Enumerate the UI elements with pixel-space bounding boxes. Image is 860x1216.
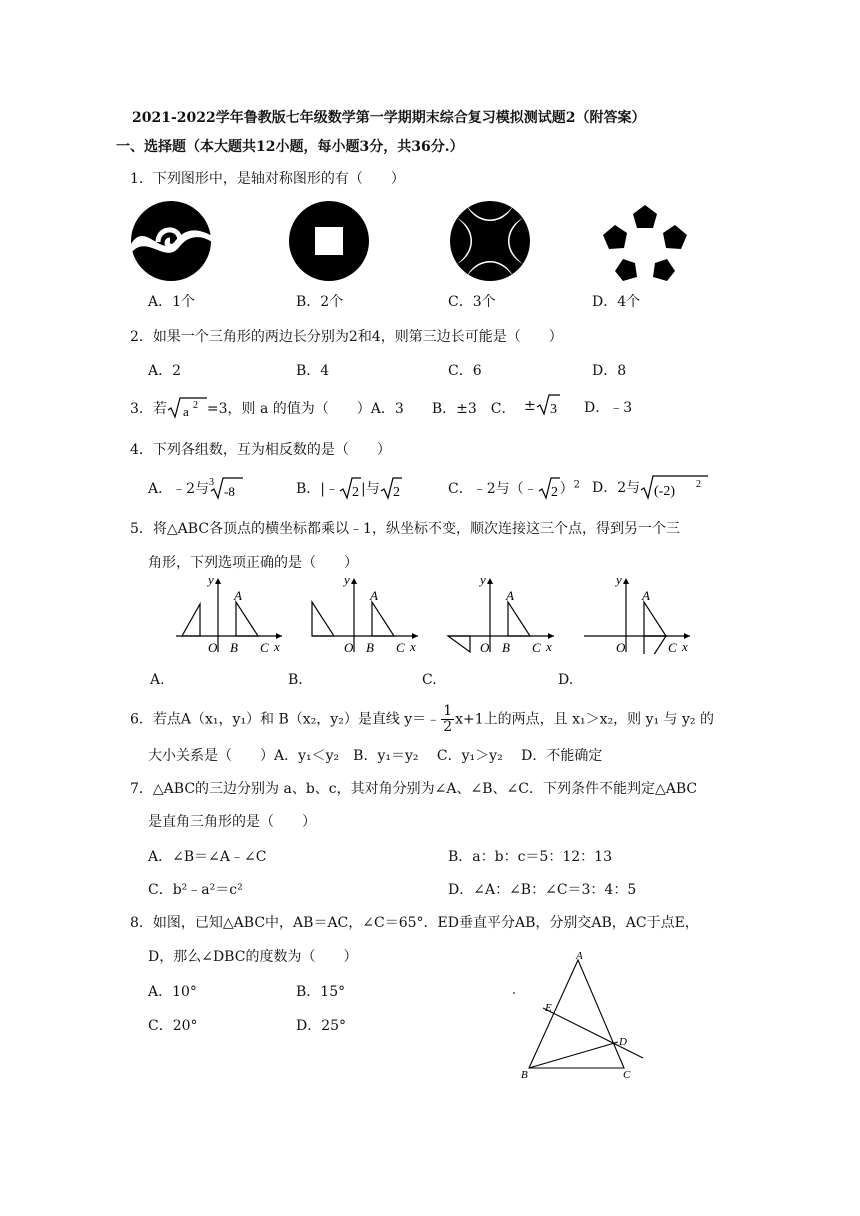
question-6-line-2: 大小关系是（ ）A．y₁＜y₂ B．y₁＝y₂ C．y₁＞y₂ D．不能确定	[148, 748, 603, 764]
axis-y-label: y	[480, 574, 486, 587]
q3-exponent: 2	[192, 400, 198, 411]
axis-y-label: y	[344, 574, 350, 587]
q2-option-c: C．6	[448, 363, 482, 379]
q7-option-d: D．∠A：∠B：∠C＝3：4：5	[448, 882, 637, 898]
question-8-line-1: 8．如图，已知△ABC中，AB＝AC，∠C＝65°．ED垂直平分AB，分别交AB，AC于点E，	[130, 915, 699, 931]
q5-graph-c	[444, 574, 562, 654]
axis-x-label: x	[546, 639, 552, 654]
q5-graph-d	[580, 574, 698, 654]
q5-option-a: A.	[150, 672, 165, 688]
q3-suffix: =3，则 a 的值为（ ）A．3 B．±3 C．	[206, 401, 516, 417]
q4-d-radicand: (-2)	[654, 484, 676, 499]
q1-option-d: D．4个	[592, 294, 641, 310]
figure-pentagons-icon	[603, 203, 687, 283]
q7-option-c: C．b²﹣a²＝c²	[148, 882, 243, 898]
sqrt-sign-icon	[167, 397, 207, 419]
figure-circle-wave-icon	[128, 200, 218, 282]
q3-radicand: a	[182, 404, 189, 419]
q5-option-b: B.	[288, 672, 303, 688]
q6-fraction	[441, 704, 454, 735]
question-5-line-2: 角形，下列选项正确的是（ ）	[148, 555, 358, 571]
q4-d-sup: 2	[696, 479, 702, 490]
point-a-label: A	[642, 588, 650, 603]
q4-a-text: A．﹣2与	[148, 481, 210, 497]
fig-label-e: E	[545, 1002, 552, 1014]
fig-label-d: D	[619, 1036, 627, 1048]
q4-a-radicand: -8	[224, 484, 235, 499]
q4-c-text: C．﹣2与（﹣	[448, 481, 538, 497]
fig-label-a: A	[576, 950, 583, 962]
q8-option-d: D．25°	[296, 1018, 347, 1034]
cube-root-icon	[209, 476, 243, 500]
q4-option-c	[448, 476, 580, 500]
q6-numerator: 1	[443, 703, 453, 719]
q3-pm: ±	[524, 398, 536, 414]
sqrt-sign-icon	[538, 476, 560, 500]
fig-label-b: B	[521, 1069, 528, 1081]
point-b-label: B	[366, 640, 374, 654]
point-c-label: C	[396, 640, 405, 654]
question-3-stem	[130, 397, 515, 419]
axis-x-label: x	[274, 639, 280, 654]
q3-option-d: D．﹣3	[584, 400, 633, 416]
q7-option-a: A．∠B＝∠A﹣∠C	[148, 849, 267, 865]
q4-d-text: D．2与	[592, 480, 641, 496]
q5-graph-b	[308, 574, 426, 654]
point-a-label: A	[506, 588, 514, 603]
question-7-line-2: 是直角三角形的是（ ）	[148, 814, 316, 830]
sqrt-sign-icon	[339, 476, 361, 500]
q5-option-d: D.	[558, 672, 574, 688]
page-title: 2021-2022学年鲁教版七年级数学第一学期期末综合复习模拟测试题2（附答案）	[132, 110, 646, 126]
q8-option-c: C．20°	[148, 1018, 198, 1034]
q6-rest: A（x₁，y₁）和 B（x₂，y₂）是直线 y＝﹣	[180, 711, 441, 728]
q4-a-index: 3	[209, 477, 215, 488]
question-5-line-1: 5．将△ABC各顶点的横坐标都乘以﹣1，纵坐标不变，顺次连接这三个点，得到另一个三	[130, 521, 680, 537]
question-7-line-1: 7．△ABC的三边分别为 a、b、c，其对角分别为∠A、∠B、∠C．下列条件不能判定△ABC	[130, 781, 698, 797]
q8-option-a: A．10°	[148, 984, 197, 1000]
q6-post: x+1上的两点，且 x₁＞x₂，则 y₁ 与 y₂ 的	[455, 711, 714, 728]
q8-option-b: B．15°	[296, 984, 346, 1000]
question-6-line-1	[130, 704, 714, 735]
origin-label: O	[616, 640, 626, 654]
point-a-label: A	[370, 588, 378, 603]
q4-c-radicand: 2	[550, 485, 558, 500]
axis-x-label: x	[682, 639, 688, 654]
origin-label: O	[344, 640, 354, 654]
point-b-label: B	[230, 640, 238, 654]
section-heading: 一、选择题（本大题共12小题，每小题3分，共36分.）	[116, 139, 464, 155]
q4-c-sup: 2	[573, 479, 580, 491]
q4-option-b	[296, 476, 402, 500]
q4-b-text: B．|﹣	[296, 481, 340, 497]
point-c-label: C	[668, 640, 677, 654]
figure-coin-square-icon	[287, 200, 371, 282]
q1-option-a: A．1个	[148, 294, 196, 310]
q4-b-radicand-2: 2	[392, 485, 400, 500]
q4-c-end: ）	[559, 481, 574, 497]
q8-triangle-figure	[505, 948, 655, 1084]
point-b-label: B	[502, 640, 510, 654]
fig-label-c: C	[623, 1069, 631, 1081]
axis-y-label: y	[616, 574, 622, 587]
q1-option-b: B．2个	[296, 294, 344, 310]
q3-prefix: 3．若	[130, 401, 167, 417]
q4-option-d	[592, 474, 708, 500]
question-2-stem: 2．如果一个三角形的两边长分别为2和4，则第三边长可能是（ ）	[130, 329, 563, 345]
axis-y-label: y	[208, 574, 214, 587]
q6-pre: 6．若点	[130, 711, 181, 728]
sqrt-sign-icon	[640, 474, 708, 500]
q2-option-a: A．2	[148, 363, 182, 379]
point-c-label: C	[260, 640, 269, 654]
question-8-line-2: D，那么∠DBC的度数为（ ）	[148, 949, 358, 965]
q2-option-d: D．8	[592, 363, 627, 379]
point-a-label: A	[234, 588, 242, 603]
question-4-stem: 4．下列各组数，互为相反数的是（ ）	[130, 442, 391, 458]
q5-option-c: C.	[422, 672, 437, 688]
figure-circle-cross-icon	[447, 198, 533, 284]
q4-b-radicand-1: 2	[352, 485, 360, 500]
q4-b-mid: |与	[361, 481, 380, 497]
sqrt-sign-icon	[380, 476, 402, 500]
axis-x-label: x	[410, 639, 416, 654]
q7-option-b: B．a：b：c＝5：12：13	[448, 849, 612, 865]
sqrt-sign-icon	[536, 394, 560, 416]
q5-graph-a	[172, 574, 290, 654]
point-c-label: C	[532, 640, 541, 654]
question-1-stem: 1．下列图形中，是轴对称图形的有（ ）	[130, 171, 405, 187]
q4-option-a	[148, 476, 243, 500]
origin-label: O	[208, 640, 218, 654]
origin-label: O	[480, 640, 490, 654]
q3-sqrt3: 3	[549, 402, 557, 416]
q2-option-b: B．4	[296, 363, 330, 379]
q1-option-c: C．3个	[448, 294, 496, 310]
q6-denominator: 2	[443, 719, 453, 735]
q3-option-c-value	[524, 394, 560, 416]
